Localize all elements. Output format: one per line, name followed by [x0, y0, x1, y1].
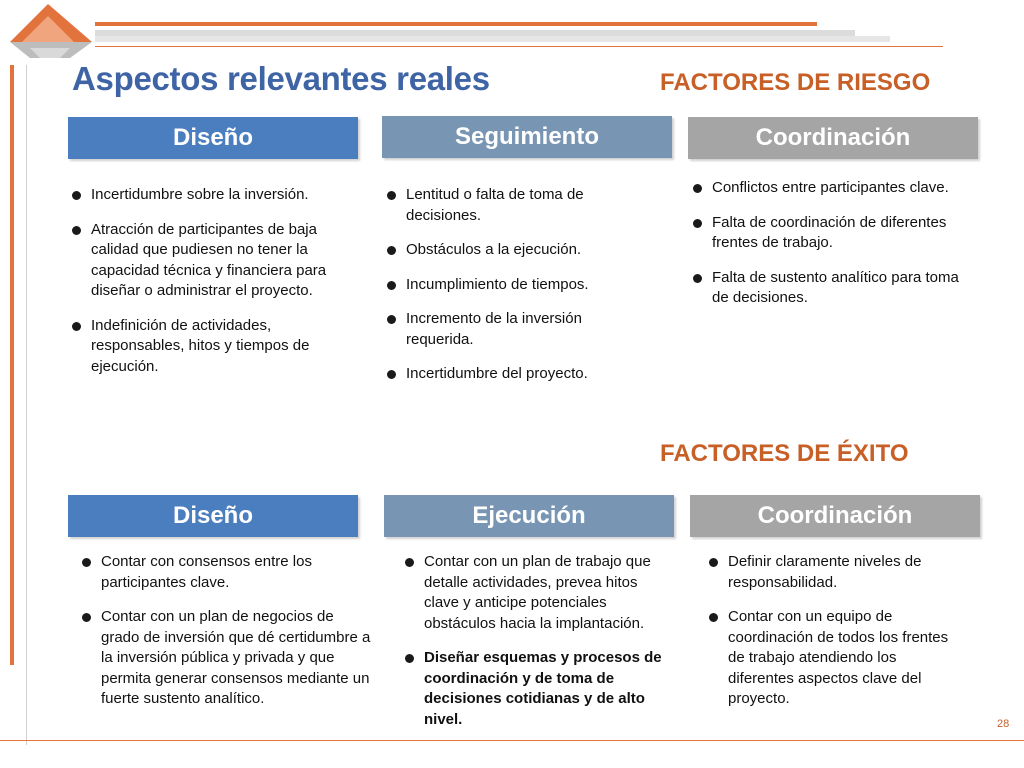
- success-header-coordinacion: Coordinación: [690, 495, 980, 537]
- bullet-icon: [387, 315, 396, 324]
- risk-list-diseno: [72, 185, 357, 391]
- risk-header-diseno: Diseño: [68, 117, 358, 159]
- side-divider: [26, 65, 27, 745]
- page-title: Aspectos relevantes reales: [72, 60, 490, 97]
- list-item: Contar con consensos entre los participantes clave.: [82, 552, 372, 593]
- corner-logo: [0, 0, 100, 62]
- list-item: Lentitud o falta de toma de decisiones.: [387, 185, 627, 226]
- list-item: Indefinición de actividades, responsables, hitos y tiempos de ejecución.: [72, 316, 357, 378]
- risk-factors-heading: FACTORES DE RIESGO: [660, 69, 931, 96]
- bullet-icon: [387, 370, 396, 379]
- list-item: Obstáculos a la ejecución.: [387, 240, 627, 261]
- bullet-icon: [72, 226, 81, 235]
- bullet-icon: [709, 613, 718, 622]
- risk-list-coordinacion: [693, 178, 968, 323]
- top-rule-thin: [95, 46, 943, 47]
- bullet-icon: [693, 274, 702, 283]
- bullet-icon: [82, 558, 91, 567]
- list-item: Contar con un plan de negocios de grado de inversión que dé certidumbre a la inversión pública y privada y que permita generar consensos mediante un fuerte sustento analítico.: [82, 607, 372, 710]
- success-factors-heading: FACTORES DE ÉXITO: [660, 440, 909, 467]
- list-item: Incumplimiento de tiempos.: [387, 275, 627, 296]
- success-list-coordinacion: [709, 552, 959, 724]
- bullet-icon: [405, 558, 414, 567]
- list-item: Contar con un plan de trabajo que detalle actividades, prevea hitos clave y anticipe potenciales obstáculos hacia la implantación.: [405, 552, 670, 634]
- list-item: Definir claramente niveles de responsabilidad.: [709, 552, 959, 593]
- bullet-icon: [387, 281, 396, 290]
- list-item: Diseñar esquemas y procesos de coordinación y de toma de decisiones cotidianas y de alto nivel.: [405, 648, 670, 730]
- success-list-ejecucion: [405, 552, 670, 744]
- list-item: Falta de coordinación de diferentes frentes de trabajo.: [693, 213, 968, 254]
- risk-header-coordinacion: Coordinación: [688, 117, 978, 159]
- list-item: Incertidumbre del proyecto.: [387, 364, 627, 385]
- side-accent-bar: [10, 65, 14, 665]
- page-number: 28: [997, 718, 1010, 730]
- bullet-icon: [693, 184, 702, 193]
- success-header-ejecucion: Ejecución: [384, 495, 674, 537]
- top-rule-orange: [95, 22, 817, 26]
- top-rule-gray-light: [95, 36, 890, 42]
- list-item: Conflictos entre participantes clave.: [693, 178, 968, 199]
- success-header-diseno: Diseño: [68, 495, 358, 537]
- bullet-icon: [387, 191, 396, 200]
- bullet-icon: [72, 191, 81, 200]
- bullet-icon: [82, 613, 91, 622]
- bullet-icon: [72, 322, 81, 331]
- list-item: Incertidumbre sobre la inversión.: [72, 185, 357, 206]
- bullet-icon: [709, 558, 718, 567]
- risk-list-seguimiento: [387, 185, 627, 399]
- success-list-diseno: [82, 552, 372, 724]
- list-item: Falta de sustento analítico para toma de decisiones.: [693, 268, 968, 309]
- list-item: Incremento de la inversión requerida.: [387, 309, 627, 350]
- list-item: Atracción de participantes de baja calidad que pudiesen no tener la capacidad técnica y financiera para diseñar o administrar el proyecto.: [72, 220, 357, 302]
- bullet-icon: [387, 246, 396, 255]
- list-item: Contar con un equipo de coordinación de todos los frentes de trabajo atendiendo los diferentes aspectos clave del proyecto.: [709, 607, 959, 710]
- bullet-icon: [405, 654, 414, 663]
- risk-header-seguimiento: Seguimiento: [382, 116, 672, 158]
- bullet-icon: [693, 219, 702, 228]
